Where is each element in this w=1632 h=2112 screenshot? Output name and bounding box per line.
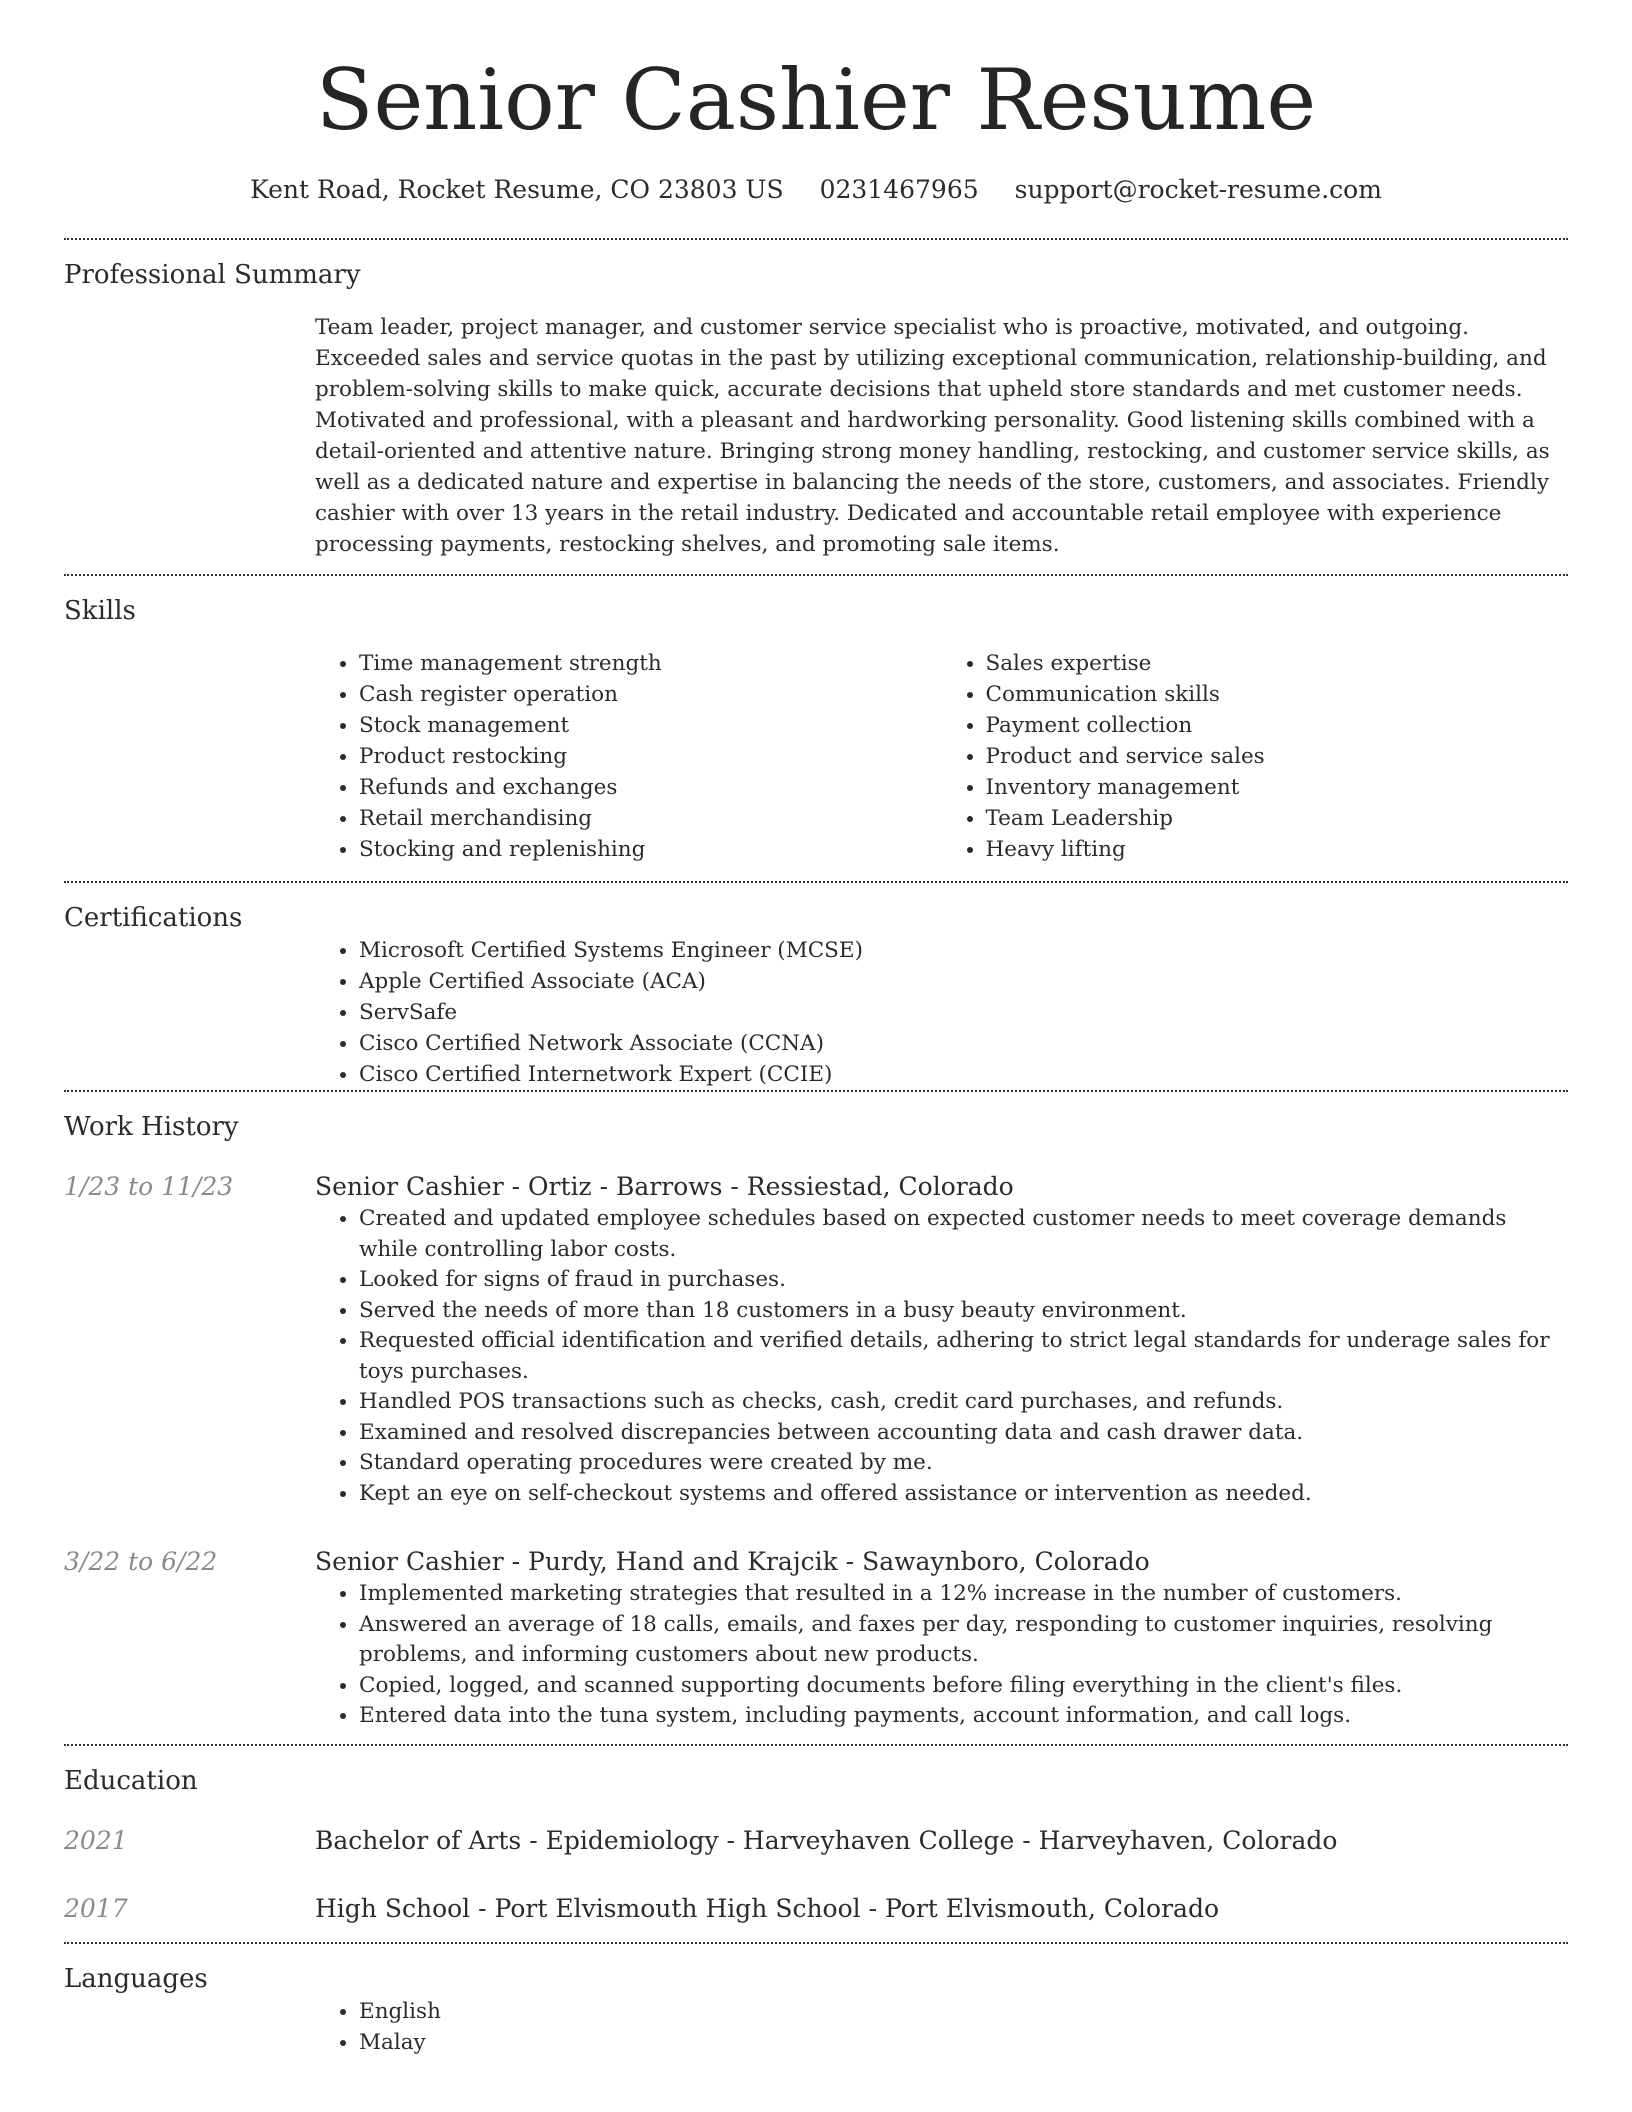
list-item: • Product and service sales [986,741,1569,772]
list-item: • Communication skills [986,679,1569,710]
contact-address: Kent Road, Rocket Resume, CO 23803 US [250,175,784,204]
list-item: • Stock management [359,710,942,741]
list-item: • Malay [359,2027,1568,2058]
list-item: • Looked for signs of fraud in purchases. [359,1265,1568,1296]
languages-list [315,1996,1568,2058]
education-entry-date: 2017 [64,1893,128,1923]
contact-phone: 0231467965 [819,175,979,204]
resume-title: Senior Cashier Resume [315,51,1317,149]
list-item: • Examined and resolved discrepancies between accounting data and cash drawer data. [359,1418,1568,1449]
list-item: • Retail merchandising [359,803,942,834]
work-entry-bullets [315,1579,1568,1732]
contact-email: support@rocket-resume.com [1014,175,1382,204]
work-entry-date: 1/23 to 11/23 [64,1172,234,1201]
list-item: • Team Leadership [986,803,1569,834]
list-item: • Answered an average of 18 calls, emails, and faxes per day, responding to customer inquiries, resolving problems, and informing customers about new products. [359,1610,1568,1671]
education-entry [64,1824,1568,1858]
education-entry-title: Bachelor of Arts - Epidemiology - Harveyhaven College - Harveyhaven, Colorado [315,1825,1338,1855]
skills-list-right [942,648,1569,865]
skills-list-left [315,648,942,865]
work-entry-date: 3/22 to 6/22 [64,1547,218,1576]
list-item: • Inventory management [986,772,1569,803]
section-title-certifications: Certifications [64,903,243,933]
list-item: • English [359,1996,1568,2027]
work-history-section [64,1092,1568,1732]
list-item: • Copied, logged, and scanned supporting documents before filing everything in the client's files. [359,1671,1568,1702]
languages-section [64,1944,1568,2058]
work-entry-bullets [315,1204,1568,1509]
list-item: • Product restocking [359,741,942,772]
list-item: • Requested official identification and verified details, adhering to strict legal standards for underage sales for toys purchases. [359,1326,1568,1387]
list-item: • Cisco Certified Internetwork Expert (CCIE) [359,1059,1568,1090]
list-item: • ServSafe [359,997,1568,1028]
list-item: • Implemented marketing strategies that resulted in a 12% increase in the number of customers. [359,1579,1568,1610]
summary-text: Team leader, project manager, and customer service specialist who is proactive, motivated, and outgoing. Exceeded sales and service quotas in the past by utilizing exceptional communication, relationship-building, and problem-solving skills to make quick, accurate decisions that upheld store standards and met customer needs. Motivated and professional, with a pleasant and hardworking personality. Good listening skills combined with a detail-oriented and attentive nature. Bringing strong money handling, restocking, and customer service skills, as well as a dedicated nature and expertise in balancing the needs of the store, customers, and associates. Friendly cashier with over 13 years in the retail industry. Dedicated and accountable retail employee with experience processing payments, restocking shelves, and promoting sale items. [315,315,1550,557]
list-item: • Apple Certified Associate (ACA) [359,966,1568,997]
list-item: • Cash register operation [359,679,942,710]
list-item: • Created and updated employee schedules based on expected customer needs to meet coverage demands while controlling labor costs. [359,1204,1568,1265]
education-entry [64,1892,1568,1926]
list-item: • Sales expertise [986,648,1569,679]
list-item: • Cisco Certified Network Associate (CCNA) [359,1028,1568,1059]
work-entry-title: Senior Cashier - Purdy, Hand and Krajcik - Sawaynboro, Colorado [315,1547,1150,1576]
section-title-languages: Languages [64,1963,208,1994]
section-title-summary: Professional Summary [64,260,361,290]
certifications-list [315,935,1568,1090]
list-item: • Entered data into the tuna system, including payments, account information, and call logs. [359,1701,1568,1732]
education-section [64,1746,1568,1926]
contact-line [64,174,1568,206]
certifications-section [64,883,1568,1090]
list-item: • Time management strength [359,648,942,679]
list-item: • Heavy lifting [986,834,1569,865]
list-item: • Served the needs of more than 18 customers in a busy beauty environment. [359,1296,1568,1327]
list-item: • Kept an eye on self-checkout systems and offered assistance or intervention as needed. [359,1479,1568,1510]
education-entry-title: High School - Port Elvismouth High School - Port Elvismouth, Colorado [315,1893,1220,1923]
list-item: • Microsoft Certified Systems Engineer (MCSE) [359,935,1568,966]
list-item: • Handled POS transactions such as checks, cash, credit card purchases, and refunds. [359,1387,1568,1418]
section-title-skills: Skills [64,596,136,626]
work-entry [64,1170,1568,1509]
skills-section [64,576,1568,865]
work-entry-title: Senior Cashier - Ortiz - Barrows - Ressiestad, Colorado [315,1172,1014,1201]
list-item: • Stocking and replenishing [359,834,942,865]
work-entry [64,1545,1568,1732]
list-item: • Standard operating procedures were created by me. [359,1448,1568,1479]
list-item: • Refunds and exchanges [359,772,942,803]
section-title-education: Education [64,1765,198,1796]
education-entry-date: 2021 [64,1825,128,1855]
section-title-work-history: Work History [64,1112,239,1142]
list-item: • Payment collection [986,710,1569,741]
summary-section [64,240,1568,560]
